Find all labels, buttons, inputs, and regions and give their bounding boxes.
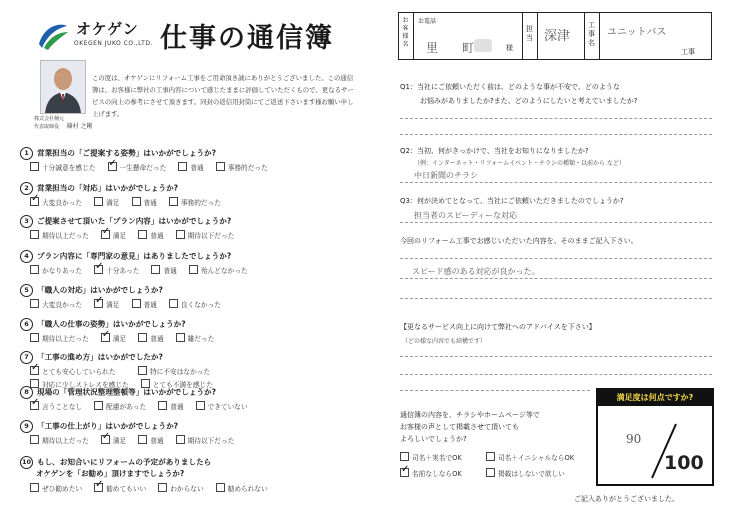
option-item[interactable] — [94, 197, 119, 207]
question-5 — [20, 284, 163, 297]
question-8 — [20, 386, 216, 399]
checkbox[interactable] — [196, 401, 205, 410]
answer-line — [400, 182, 712, 183]
option-label: 普通 — [143, 199, 157, 207]
customer-label: お客様名 — [402, 17, 409, 48]
question-7 — [20, 351, 163, 364]
question-text: 「工事の仕上がり」はいかがでしょうか? — [37, 421, 179, 431]
option-label: 期待以上だった — [42, 335, 89, 343]
page-title: 仕事の通信簿 — [160, 23, 334, 54]
checked-checkbox[interactable] — [30, 197, 39, 206]
option-row — [30, 197, 233, 207]
thanks-text: ご記入ありがとうございました。 — [574, 495, 679, 503]
option-item[interactable] — [151, 265, 176, 275]
q1-text: Q1：当社にご依頼いただく前は、どのような事が不安で、どのような — [400, 83, 620, 91]
checked-checkbox[interactable] — [30, 366, 39, 375]
checkbox[interactable] — [138, 366, 147, 375]
option-label: 普通 — [150, 437, 164, 445]
checkbox[interactable] — [30, 435, 39, 444]
checkbox[interactable] — [138, 333, 147, 342]
answer-line — [400, 222, 712, 223]
option-item[interactable] — [196, 401, 248, 411]
customer-header-box — [398, 12, 712, 60]
option-item[interactable] — [30, 435, 89, 445]
q3-answer: 担当者のスピーディーな対応 — [414, 211, 518, 220]
option-label: 普通 — [190, 164, 204, 172]
brand-subtitle: OKEGEN JUKO CO.,LTD. — [74, 40, 153, 47]
checkbox[interactable] — [158, 401, 167, 410]
question-text: 現場の「管理状況整理整頓等」はいかがでしょうか? — [37, 387, 217, 397]
advice-hint: （どの様な内容でも結構です） — [402, 338, 487, 345]
checkbox[interactable] — [176, 230, 185, 239]
checkbox[interactable] — [30, 299, 39, 308]
q1-text-2: お悩みがありましたか?また、どのようにしたいと考えていましたか? — [420, 97, 638, 105]
ceo-name: 篠村 之剛 — [66, 123, 93, 130]
option-label: できていない — [207, 403, 248, 411]
question-text: 営業担当の「対応」はいかがでしょうか? — [37, 183, 179, 193]
option-label: 十分誠意を感じた — [42, 164, 96, 172]
q2-hint: （例：インターネット・リフォームイベント・チラシの種類・以前から など） — [414, 160, 625, 167]
checked-checkbox[interactable] — [108, 162, 117, 171]
option-item[interactable] — [169, 197, 221, 207]
option-item[interactable] — [30, 197, 82, 207]
checked-checkbox[interactable] — [101, 435, 110, 444]
checkbox[interactable] — [30, 265, 39, 274]
option-label: 十分あった — [106, 267, 140, 275]
option-label: 殆んどなかった — [200, 267, 248, 275]
option-label: 普通 — [143, 301, 157, 309]
customer-name: 里 町 — [426, 41, 475, 55]
work-label: 工事名 — [588, 21, 595, 47]
checkbox[interactable] — [400, 452, 409, 461]
checkbox[interactable] — [30, 230, 39, 239]
q4-text: 今回のリフォーム工事でお感じいただいた内容を、そのままご記入下さい。 — [400, 237, 638, 245]
option-row — [30, 483, 280, 493]
question-1 — [20, 147, 216, 160]
checked-checkbox[interactable] — [94, 483, 103, 492]
option-item[interactable] — [30, 265, 82, 275]
publish-option-label: 司名＋イニシャルならOK — [498, 454, 575, 462]
advice-heading: 【更なるサービス向上に向けて弊社へのアドバイスを下さい】 — [400, 323, 596, 331]
score-title: 満足度は何点ですか? — [598, 390, 712, 406]
work-name: ユニットバス — [607, 27, 667, 38]
option-label: とても不満を感じた — [152, 381, 213, 389]
option-item[interactable] — [176, 230, 235, 240]
checkbox[interactable] — [30, 333, 39, 342]
staff-label: 担当 — [526, 25, 533, 42]
option-item[interactable] — [101, 333, 126, 343]
answer-line — [400, 134, 712, 135]
option-label: 満足 — [112, 437, 127, 445]
option-item[interactable] — [101, 435, 126, 445]
option-item[interactable] — [176, 333, 215, 343]
option-label: 満足 — [112, 335, 127, 343]
option-item[interactable] — [216, 483, 268, 493]
question-text: 「職人の対応」はいかがでしょうか? — [37, 285, 163, 295]
checkbox[interactable] — [486, 452, 495, 461]
checkbox[interactable] — [169, 299, 178, 308]
option-label: 特に不安はなかった — [150, 368, 211, 376]
ceo-photo — [40, 60, 86, 114]
option-label: 期待以上だった — [42, 437, 89, 445]
question-3 — [20, 215, 231, 228]
option-item[interactable] — [169, 299, 221, 309]
question-number: 6 — [20, 318, 33, 331]
satisfaction-score-box — [596, 388, 714, 486]
question-9 — [20, 420, 178, 433]
option-row — [30, 401, 260, 411]
option-item[interactable] — [108, 162, 167, 172]
brand-name: オケゲン — [76, 20, 139, 38]
q4-answer: スピード感のある対応が良かった。 — [412, 267, 540, 276]
option-label: とても安心していられた — [42, 368, 116, 376]
option-item[interactable] — [30, 333, 89, 343]
question-number: 3 — [20, 215, 33, 228]
checked-checkbox[interactable] — [94, 299, 103, 308]
publish-option[interactable] — [400, 468, 462, 478]
option-item[interactable] — [189, 265, 248, 275]
checkbox[interactable] — [486, 468, 495, 477]
option-item[interactable] — [94, 401, 146, 411]
option-item[interactable] — [94, 265, 139, 275]
option-item[interactable] — [30, 162, 96, 172]
work-suffix: 工事 — [681, 48, 695, 56]
question-text: 営業担当の「ご提案する姿勢」はいかがでしょうか? — [37, 148, 217, 158]
question-text: もし、お知合いにリフォームの予定がありましたら — [37, 457, 212, 467]
option-label: 普通 — [170, 403, 184, 411]
checked-checkbox[interactable] — [94, 265, 103, 274]
question-text: プラン内容に「専門家の意見」はありましたでしょうか? — [37, 251, 232, 261]
question-number: 8 — [20, 386, 33, 399]
person-portrait-icon — [41, 61, 85, 113]
question-2 — [20, 182, 178, 195]
answer-line — [400, 258, 712, 259]
checkbox[interactable] — [189, 265, 198, 274]
option-item[interactable] — [30, 483, 82, 493]
honorific: 様 — [506, 44, 513, 52]
checked-checkbox[interactable] — [30, 401, 39, 410]
option-label: 配慮があった — [106, 403, 147, 411]
question-text-line2: オケゲンを「お勧め」頂けますでしょうか? — [36, 469, 185, 478]
checkbox[interactable] — [94, 401, 103, 410]
intro-text: この度は、オケゲンにリフォーム工事をご用命頂き誠にありがとうございました。この通信簿は、お客様に弊社の工事内容について感じたままに評価していただくもので、更なるサービスの向上の参考にさせて頂きます。同封の返信用封筒にてご返送下さいます様お願い申し上げます。 — [92, 74, 354, 118]
q2-answer: 中日新聞のチラシ — [414, 171, 478, 180]
option-item[interactable] — [138, 435, 163, 445]
question-number: 4 — [20, 250, 33, 263]
question-text: 「工事の進め方」はいかがでしたか? — [37, 352, 163, 362]
question-number: 10 — [20, 456, 33, 469]
option-label: 一生懸命だった — [119, 164, 167, 172]
option-label: 勧めてもいい — [106, 485, 147, 493]
option-label: 雑だった — [187, 335, 215, 343]
option-item[interactable] — [30, 230, 89, 240]
publish-text-3: よろしいでしょうか? — [400, 435, 467, 443]
question-text: ご提案させて頂いた「プラン内容」はいかがでしょうか? — [37, 216, 232, 226]
checkbox[interactable] — [178, 162, 187, 171]
option-label: 満足 — [106, 199, 120, 207]
option-item[interactable] — [216, 162, 268, 172]
option-item[interactable] — [94, 299, 119, 309]
q3-text: Q3：何が決めてとなって、当社にご依頼いただきましたのでしょうか? — [400, 197, 624, 205]
answer-line — [400, 374, 712, 375]
option-item[interactable] — [30, 366, 126, 376]
staff-name: 深津 — [544, 29, 571, 44]
option-label: 対応に少しストレスを感じた — [42, 381, 129, 389]
option-label: 満足 — [106, 301, 120, 309]
option-label: 良くなかった — [180, 301, 221, 309]
option-item[interactable] — [158, 401, 183, 411]
option-item[interactable] — [30, 401, 82, 411]
ceo-company: 株式会社桶元 — [34, 116, 65, 122]
option-label: 普通 — [150, 335, 164, 343]
publish-option[interactable] — [400, 452, 462, 462]
checkbox[interactable] — [176, 333, 185, 342]
checkbox[interactable] — [138, 435, 147, 444]
checkbox[interactable] — [158, 483, 167, 492]
checkbox[interactable] — [216, 483, 225, 492]
answer-line — [400, 356, 712, 357]
option-row — [30, 366, 222, 376]
checkbox[interactable] — [176, 435, 185, 444]
option-label: 勧められない — [227, 485, 268, 493]
company-logo-icon — [36, 18, 70, 52]
checkbox[interactable] — [132, 299, 141, 308]
checkbox[interactable] — [132, 197, 141, 206]
option-label: 言うことなし — [42, 403, 83, 411]
option-row — [30, 435, 246, 445]
option-label: 期待以下だった — [187, 232, 235, 240]
option-label: 普通 — [150, 232, 164, 240]
option-label: 満足 — [112, 232, 127, 240]
checkbox[interactable] — [216, 162, 225, 171]
option-label: かなりあった — [42, 267, 83, 275]
option-label: 普通 — [163, 267, 177, 275]
question-4 — [20, 250, 231, 263]
publish-option-label: 司名＋実名でOK — [412, 454, 462, 462]
option-label: ぜひ勧めたい — [42, 485, 83, 493]
option-item[interactable] — [132, 299, 157, 309]
option-label: 大変良かった — [42, 301, 83, 309]
redacted-mark — [474, 39, 492, 52]
checked-checkbox[interactable] — [101, 333, 110, 342]
checkbox[interactable] — [138, 230, 147, 239]
option-item[interactable] — [30, 299, 82, 309]
checkbox[interactable] — [30, 483, 39, 492]
question-number: 1 — [20, 147, 33, 160]
option-label: 事務的だった — [180, 199, 221, 207]
option-row — [30, 230, 246, 240]
publish-text-2: お客様の声として掲載させて頂いても — [400, 423, 519, 431]
publish-option[interactable] — [486, 452, 574, 462]
checkbox[interactable] — [151, 265, 160, 274]
option-row — [30, 299, 233, 309]
option-item[interactable] — [101, 230, 126, 240]
option-label: 期待以上だった — [42, 232, 89, 240]
option-label: わからない — [170, 485, 204, 493]
ceo-role: 代表取締役 — [34, 124, 60, 130]
checkbox[interactable] — [94, 197, 103, 206]
publish-option-label: 掲載はしないで欲しい — [498, 470, 565, 478]
q2-text: Q2：当初、何がきっかけで、当社をお知りになりましたか? — [400, 147, 589, 155]
answer-line — [400, 298, 712, 299]
score-max: 100 — [664, 452, 704, 474]
answer-line — [400, 278, 712, 279]
option-row — [30, 333, 226, 343]
option-item[interactable] — [138, 366, 210, 376]
option-row — [30, 162, 280, 172]
option-label: 期待以下だった — [187, 437, 235, 445]
question-number: 2 — [20, 182, 33, 195]
option-label: 大変良かった — [42, 199, 83, 207]
publish-option-label: 名前なしならOK — [412, 470, 462, 478]
ceo-title — [34, 121, 93, 130]
option-row — [30, 265, 260, 275]
question-number: 7 — [20, 351, 33, 364]
option-item[interactable] — [132, 197, 157, 207]
option-label: 事務的だった — [227, 164, 268, 172]
answer-line — [400, 390, 590, 391]
checked-checkbox[interactable] — [400, 468, 409, 477]
question-number: 5 — [20, 284, 33, 297]
question-number: 9 — [20, 420, 33, 433]
answer-line — [400, 118, 712, 119]
option-item[interactable] — [94, 483, 146, 493]
option-item[interactable] — [176, 435, 235, 445]
score-value: 90 — [626, 432, 642, 446]
option-item[interactable] — [138, 230, 163, 240]
publish-option[interactable] — [486, 468, 565, 478]
option-item[interactable] — [138, 333, 163, 343]
publish-text-1: 通信簿の内容を、チラシやホームページ等で — [400, 411, 540, 419]
phone-label: お電話 — [418, 18, 437, 25]
question-text: 「職人の仕事の姿勢」はいかがでしょうか? — [37, 319, 186, 329]
checkbox[interactable] — [169, 197, 178, 206]
checked-checkbox[interactable] — [101, 230, 110, 239]
option-item[interactable] — [178, 162, 203, 172]
checkbox[interactable] — [30, 162, 39, 171]
option-item[interactable] — [158, 483, 203, 493]
